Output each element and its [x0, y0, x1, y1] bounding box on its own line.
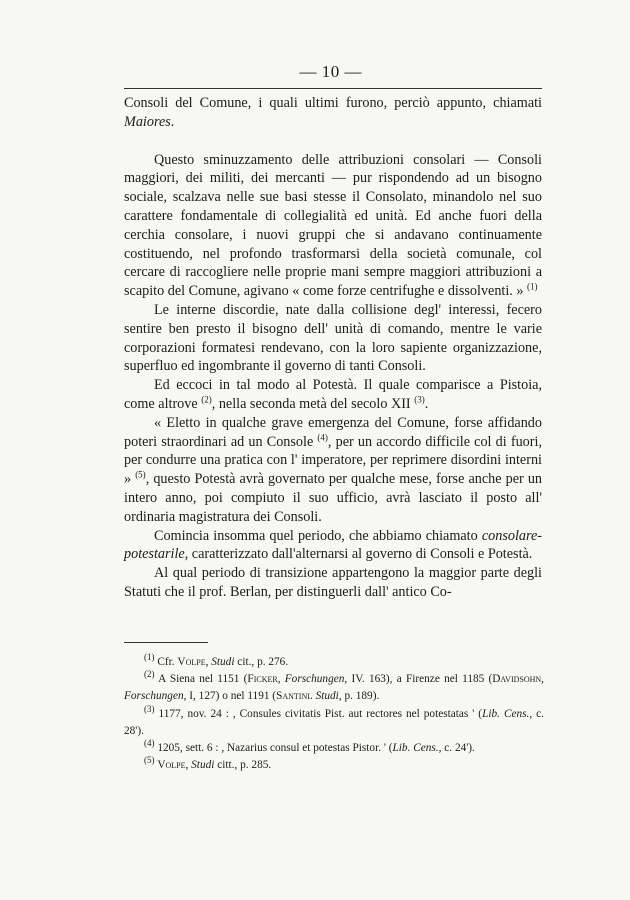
footnote-5: $^{(5)}$ Volpe, Studi citt., p. 285.: [144, 755, 272, 772]
footnote-ref: (5): [135, 469, 146, 480]
footnote-ref: (4): [317, 431, 328, 442]
paragraph: Questo sminuzzamento delle attribuzioni consolari — Consoli maggiori, dei militi, dei mercanti — pur rispondendo ad un bisogno sociale, scalzava nelle sue basi stesse il Consolato, minandolo nel suo carattere fondamentale di collegialità ed unità. Ed anche fuori della cerchia consolare, i nuovi gruppi che si andavano continuamente costituendo, nel profondo trasformarsi della società comunale, col cercare di raccogliere nelle proprie mani sempre maggiori attribuzioni a scapito del Comune, agivano « come forze centrifughe e dissolventi. » $^{(1)}$: [124, 151, 542, 300]
paragraph: « Eletto in qualche grave emergenza del Comune, forse affidando poteri straordinari ad un Console $^{(4)}$, per un accordo difficile col di fuori, per condurre una pratica con l' imperatore, per reprimere disordini interni » $^{(5)}$, questo Potestà avrà governato per qualche mese, forse anche per un intero anno, poi compiuto il suo ufficio, avrà lasciato il posto all' ordinaria magistratura dei Consoli.: [124, 414, 543, 525]
footnote-ref: (1): [527, 281, 538, 292]
footnote-1: $^{(1)}$ Cfr. Volpe, Studi cit., p. 276.: [144, 652, 289, 668]
footnote-rule: [124, 642, 208, 643]
footnote-ref: (2): [201, 394, 212, 405]
footnote-ref: (3): [414, 394, 425, 405]
header-rule: [124, 88, 542, 89]
main-text: [124, 94, 542, 602]
paragraph: Ed eccoci in tal modo al Potestà. Il quale comparisce a Pistoia, come altrove $^{(2)}$, nella seconda metà del secolo XII $^{(3)}$.: [124, 377, 542, 412]
paragraph: Le interne discordie, nate dalla collisione degl' interessi, fecero sentire ben presto il bisogno dell' unità di comando, mentre le varie corporazioni formatesi rendevano, con la loro sapiente organizzazione, superfluo ed ingombrante il governo di tanti Consoli.: [124, 301, 542, 375]
footnote-4: $^{(4)}$ 1205, sett. 6 : , Nazarius consul et potestas Pistor. ' (Lib. Cens., c. 24').: [144, 738, 475, 755]
footnote-2: $^{(2)}$ A Siena nel 1151 (Ficker, Forschungen, IV. 163), a Firenze nel 1185 (Davidsohn, Forschungen, I, 127) o nel 1191 (Santini. Studi, p. 189).: [124, 669, 544, 703]
page-header: [122, 62, 542, 82]
paragraph-continuation: Consoli del Comune, i quali ultimi furono, perciò appunto, chiamati Maiores.: [124, 95, 542, 130]
italic-term: Maiores: [124, 113, 171, 130]
paragraph: Comincia insomma quel periodo, che abbiamo chiamato consolare-potestarile, caratterizzato dall'alternarsi al governo di Consoli e Potestà.: [124, 527, 542, 563]
paragraph: Al qual periodo di transizione appartengono la maggior parte degli Statuti che il prof. Berlan, per distinguerli dall' antico Co-: [124, 565, 542, 600]
footnotes: [124, 654, 544, 774]
italic-term: consolare-potestarile: [124, 527, 542, 563]
footnote-3: $^{(3)}$ 1177, nov. 24 : , Consules civitatis Pist. aut rectores nel potestatas ' (Lib. Cens., c. 28').: [124, 703, 545, 737]
page-number: — 10 —: [299, 62, 362, 81]
